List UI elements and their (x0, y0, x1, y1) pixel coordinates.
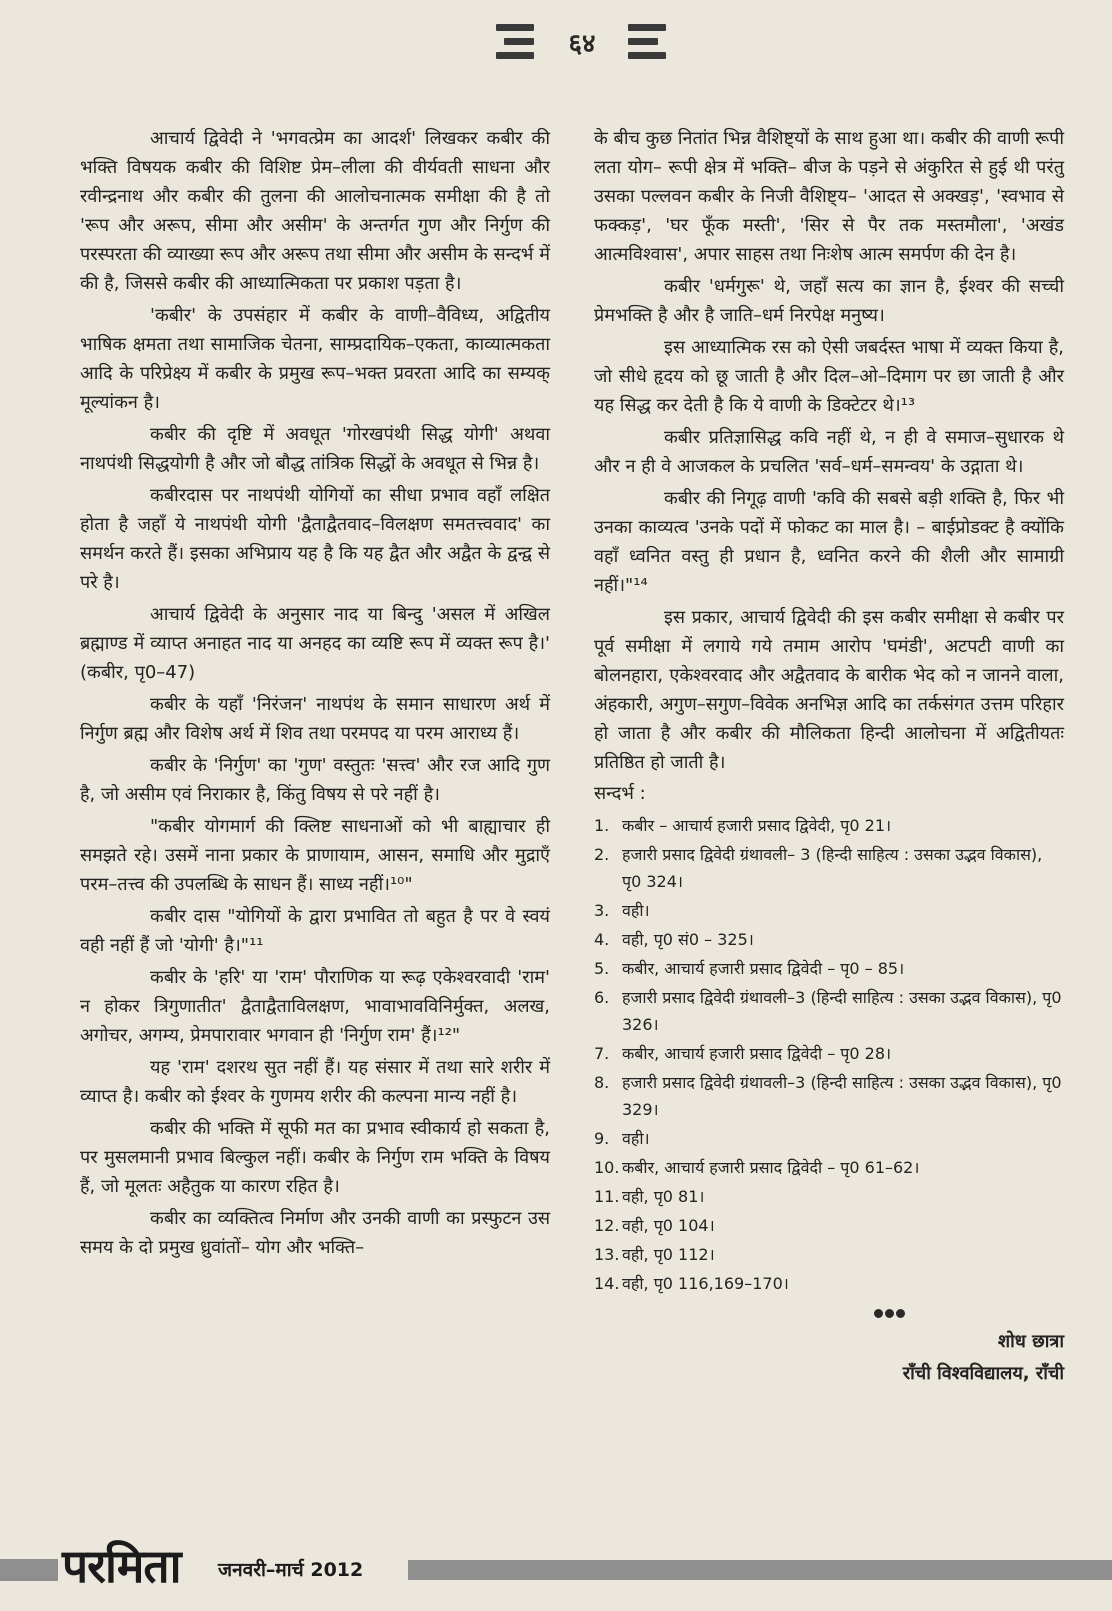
paragraph: कबीर प्रतिज्ञासिद्ध कवि नहीं थे, न ही वे समाज–सुधारक थे और न ही वे आजकल के प्रचलित 'सर्व–धर्म–समन्वय' के उद्गाता थे। (594, 427, 1064, 477)
references-list (594, 812, 1064, 1297)
reference-item: 12. वही, पृ0 104। (594, 1216, 715, 1235)
reference-item: 4. वही, पृ0 सं0 – 325। (594, 930, 754, 949)
reference-item: 2. हजारी प्रसाद द्विवेदी ग्रंथावली– 3 (हिन्दी साहित्य : उसका उद्भव विकास), पृ0 324। (594, 845, 1043, 891)
author-affiliation: राँची विश्वविद्यालय, राँची (902, 1363, 1064, 1384)
reference-item: 8. हजारी प्रसाद द्विवेदी ग्रंथावली–3 (हिन्दी साहित्य : उसका उद्भव विकास), पृ0 329। (594, 1073, 1062, 1119)
header-ornament-left (496, 24, 534, 66)
reference-item: 5. कबीर, आचार्य हजारी प्रसाद द्विवेदी – पृ0 – 85। (594, 959, 905, 978)
page-footer (0, 1530, 1112, 1611)
references-heading: सन्दर्भ : (594, 783, 646, 804)
paragraph: आचार्य द्विवेदी ने 'भगवत्प्रेम का आदर्श' लिखकर कबीर की भक्ति विषयक कबीर की विशिष्ट प्रेम–लीला की वीर्यवती साधना और रवीन्द्रनाथ और कबीर की तुलना की आलोचनात्मक समीक्षा की है तो 'रूप और अरूप, सीमा और असीम' के अन्तर्गत गुण और निर्गुण की परस्परता की व्याख्या रूप और अरूप तथा सीमा और असीम के सन्दर्भ में की है, जिससे कबीर की आध्यात्मिकता पर प्रकाश पड़ता है। (80, 128, 550, 294)
paragraph: कबीर का व्यक्तित्व निर्माण और उनकी वाणी का प्रस्फुटन उस समय के दो प्रमुख ध्रुवांतों– योग और भक्ति– (80, 1208, 550, 1258)
paragraph: कबीर के 'हरि' या 'राम' पौराणिक या रूढ़ एकेश्वरवादी 'राम' न होकर त्रिगुणातीत' द्वैताद्वैताविलक्षण, भावाभावविनिर्मुक्त, अलख, अगोचर, अगम्य, प्रेमपारावार भगवान ही 'निर्गुण राम' हैं।¹²" (80, 967, 550, 1046)
header-ornament-right (628, 24, 666, 66)
reference-item: 14. वही, पृ0 116,169–170। (594, 1274, 789, 1293)
reference-item: 3. वही। (594, 901, 650, 920)
magazine-logo: परमिता (62, 1539, 181, 1593)
end-ornament-icon (714, 1303, 1064, 1322)
right-column (594, 124, 1064, 1390)
page-header (0, 14, 1112, 84)
reference-item: 10. कबीर, आचार्य हजारी प्रसाद द्विवेदी – पृ0 61–62। (594, 1158, 920, 1177)
reference-item: 9. वही। (594, 1129, 650, 1148)
paragraph: कबीर की भक्ति में सूफी मत का प्रभाव स्वीकार्य हो सकता है, पर मुसलमानी प्रभाव बिल्कुल नहीं। कबीर के निर्गुण राम भक्ति के विषय हैं, जो मूलतः अहैतुक या कारण रहित है। (80, 1118, 550, 1197)
left-column (80, 124, 550, 1265)
paragraph: कबीर के यहाँ 'निरंजन' नाथपंथ के समान साधारण अर्थ में निर्गुण ब्रह्म और विशेष अर्थ में शिव तथा परमपद या परम आराध्य हैं। (80, 694, 550, 744)
paragraph: के बीच कुछ नितांत भिन्न वैशिष्ट्यों के साथ हुआ था। कबीर की वाणी रूपी लता योग– रूपी क्षेत्र में भक्ति– बीज के पड़ने से अंकुरित से हुई थी परंतु उसका पल्लवन कबीर के निजी वैशिष्ट्य– 'आदत से अक्खड़', 'स्वभाव से फक्कड़', 'घर फूँक मस्ती', 'सिर से पैर तक मस्तमौला', 'अखंड आत्मविश्वास', अपार साहस तथा निःशेष आत्म समर्पण की देन है। (594, 128, 1064, 265)
reference-item: 1. कबीर – आचार्य हजारी प्रसाद द्विवेदी, पृ0 21। (594, 816, 892, 835)
reference-item: 6. हजारी प्रसाद द्विवेदी ग्रंथावली–3 (हिन्दी साहित्य : उसका उद्भव विकास), पृ0 326। (594, 988, 1062, 1034)
author-designation: शोध छात्रा (997, 1331, 1064, 1352)
paragraph: 'कबीर' के उपसंहार में कबीर के वाणी–वैविध्य, अद्वितीय भाषिक क्षमता तथा सामाजिक चेतना, साम्प्रदायिक–एकता, काव्यात्मकता आदि के परिप्रेक्ष्य में कबीर के प्रमुख रूप–भक्त प्रवरता आदि का सम्यक् मूल्यांकन है। (80, 305, 550, 413)
page-number: ६४ (568, 29, 596, 59)
reference-item: 7. कबीर, आचार्य हजारी प्रसाद द्विवेदी – पृ0 28। (594, 1044, 892, 1063)
footer-stripe (0, 1559, 58, 1581)
paragraph: इस प्रकार, आचार्य द्विवेदी की इस कबीर समीक्षा से कबीर पर पूर्व समीक्षा में लगाये गये तमाम आरोप 'घमंडी', अटपटी वाणी का बोलनहारा, एकेश्वरवाद और अद्वैतवाद के बारीक भेद को न जानने वाला, अंहकारी, अगुण–सगुण–विवेक अनभिज्ञ आदि का तर्कसंगत उत्तम परिहार हो जाता है और कबीर की मौलिकता हिन्दी आलोचना में अद्वितीयतः प्रतिष्ठित हो जाती है। (594, 607, 1064, 773)
reference-item: 11. वही, पृ0 81। (594, 1187, 705, 1206)
paragraph: "कबीर योगमार्ग की क्लिष्ट साधनाओं को भी बाह्याचार ही समझते रहे। उसमें नाना प्रकार के प्राणायाम, आसन, समाधि और मुद्राएँ परम–तत्त्व की उपलब्धि के साधन हैं। साध्य नहीं।¹⁰" (80, 816, 550, 895)
reference-item: 13. वही, पृ0 112। (594, 1245, 715, 1264)
paragraph: कबीर दास "योगियों के द्वारा प्रभावित तो बहुत है पर वे स्वयं वही नहीं हैं जो 'योगी' है।"¹¹ (80, 906, 550, 956)
footer-stripe (408, 1560, 1112, 1580)
paragraph: कबीरदास पर नाथपंथी योगियों का सीधा प्रभाव वहाँ लक्षित होता है जहाँ ये नाथपंथी योगी 'द्वैताद्वैतवाद–विलक्षण समतत्त्ववाद' का समर्थन करते हैं। इसका अभिप्राय यह है कि यह द्वैत और अद्वैत के द्वन्द्व से परे है। (80, 485, 550, 593)
paragraph: कबीर 'धर्मगुरू' थे, जहाँ सत्य का ज्ञान है, ईश्वर की सच्ची प्रेमभक्ति है और है जाति–धर्म निरपेक्ष मनुष्य। (594, 276, 1064, 326)
paragraph: कबीर की दृष्टि में अवधूत 'गोरखपंथी सिद्ध योगी' अथवा नाथपंथी सिद्धयोगी है और जो बौद्ध तांत्रिक सिद्धों के अवधूत से भिन्न है। (80, 424, 550, 474)
paragraph: कबीर के 'निर्गुण' का 'गुण' वस्तुतः 'सत्त्व' और रज आदि गुण है, जो असीम एवं निराकार है, किंतु विषय से परे नहीं है। (80, 755, 550, 805)
paragraph: कबीर की निगूढ़ वाणी 'कवि की सबसे बड़ी शक्ति है, फिर भी उनका काव्यत्व 'उनके पदों में फोकट का माल है। – बाईप्रोडक्ट है क्योंकि वहाँ ध्वनित वस्तु ही प्रधान है, ध्वनित करने की शैली और सामाग्री नहीं।"¹⁴ (594, 488, 1064, 596)
issue-date: जनवरी–मार्च 2012 (218, 1559, 364, 1581)
paragraph: इस आध्यात्मिक रस को ऐसी जबर्दस्त भाषा में व्यक्त किया है, जो सीधे हृदय को छू जाती है और दिल–ओ–दिमाग पर छा जाती है और यह सिद्ध कर देती है कि ये वाणी के डिक्टेटर थे।¹³ (594, 337, 1064, 416)
paragraph: आचार्य द्विवेदी के अनुसार नाद या बिन्दु 'असल में अखिल ब्रह्माण्ड में व्याप्त अनाहत नाद या अनहद का व्यष्टि रूप में व्यक्त रूप है।' (कबीर, पृ0–47) (80, 604, 550, 683)
paragraph: यह 'राम' दशरथ सुत नहीं हैं। यह संसार में तथा सारे शरीर में व्याप्त है। कबीर को ईश्वर के गुणमय शरीर की कल्पना मान्य नहीं है। (80, 1057, 550, 1107)
